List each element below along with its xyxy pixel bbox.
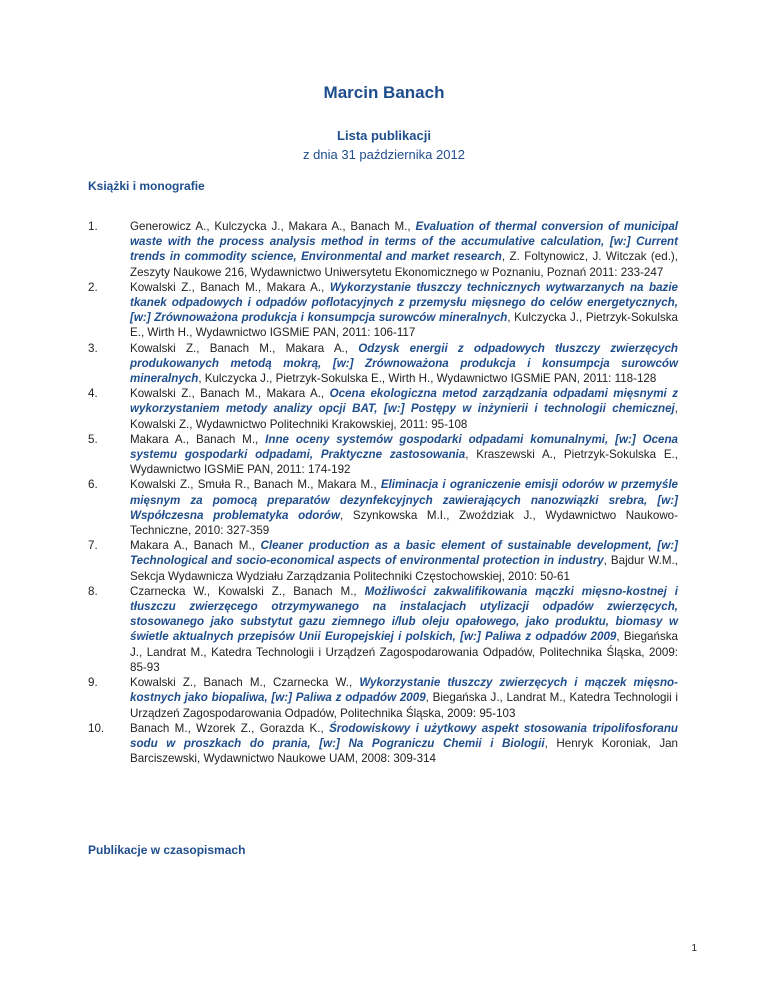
item-details: , Z. Foltynowicz, J. Witczak (ed.), Zeszyty Naukowe 216, Wydawnictwo Uniwersytetu Ekonomicznego w Poznaniu, Poznań 2011: 233-247 (130, 250, 678, 279)
item-title: Środowiskowy i użytkowy aspekt stosowania tripolifosforanu sodu w proszkach do prania, [w:] Na Pograniczu Chemii i Biologii (130, 721, 678, 750)
publication-item (88, 280, 678, 341)
list-title: Lista publikacji (337, 128, 431, 143)
publication-item (88, 584, 678, 675)
item-number: 3. (88, 341, 98, 355)
item-authors: Czarnecka W., Kowalski Z., Banach M., (130, 584, 365, 598)
item-number: 10. (88, 721, 105, 735)
item-details: , Kraszewski A., Pietrzyk-Sokulska E., Wydawnictwo IGSMiE PAN, 2011: 174-192 (130, 448, 679, 477)
section-heading-books: Książki i monografie (88, 179, 205, 193)
list-date: z dnia 31 października 2012 (303, 147, 465, 162)
item-details: , Biegańska J., Landrat M., Katedra Technologii i Urządzeń Zagospodarowania Odpadów, Politechnika Śląska, 2009: 95-103 (130, 691, 678, 720)
publication-item (88, 219, 678, 280)
publication-item (88, 386, 678, 432)
item-number: 4. (88, 387, 98, 401)
item-authors: Makara A., Banach M., (130, 539, 261, 553)
item-details: , Kulczycka J., Pietrzyk-Sokulska E., Wirth H., Wydawnictwo IGSMiE PAN, 2011: 106-117 (130, 311, 678, 340)
author-name: Marcin Banach (323, 83, 445, 102)
item-title: Cleaner production as a basic element of sustainable development, [w:] Technological and socio-economical aspects of environmental protection in industry (130, 539, 678, 568)
item-number: 5. (88, 432, 98, 446)
item-details: , Bajdur W.M., Sekcja Wydawnicza Wydziału Zarządzania Politechniki Częstochowskiej, 2010: 50-61 (130, 554, 678, 583)
item-details: , Henryk Koroniak, Jan Barciszewski, Wydawnictwo Naukowe UAM, 2008: 309-314 (130, 736, 679, 766)
item-title: Wykorzystanie tłuszczy technicznych wytwarzanych na bazie tkanek odpadowych i odpadów poflotacyjnych z przemysłu mięsnego do celów energetycznych, [w:] Zrównoważona produkcja i konsumpcja surowców mineralnych (130, 280, 678, 325)
item-details: , Kowalski Z., Wydawnictwo Politechniki Krakowskiej, 2011: 95-108 (130, 402, 678, 431)
item-number: 1. (88, 220, 98, 233)
page-number: 1 (691, 943, 697, 954)
item-number: 6. (88, 478, 98, 492)
publication-item (88, 675, 678, 721)
item-number: 9. (88, 676, 98, 690)
item-number: 7. (88, 539, 98, 553)
item-authors: Kowalski Z., Banach M., Makara A., (130, 341, 359, 355)
item-authors: Kowalski Z., Banach M., Makara A., (130, 387, 330, 401)
item-authors: Kowalski Z., Smuła R., Banach M., Makara M., (130, 478, 381, 492)
item-authors: Kowalski Z., Banach M., Makara A., (130, 280, 330, 294)
section-heading-journals: Publikacje w czasopismach (88, 843, 246, 857)
publication-item (88, 538, 678, 584)
item-title: Eliminacja i ograniczenie emisji odorów w przemyśle mięsnym za pomocą preparatów dezynfekcyjnych zawierających nanozwiązki srebra, [w:] Współczesna problematyka odorów (130, 478, 678, 522)
item-title: Evaluation of thermal conversion of municipal waste with the process analysis method in terms of the accumulative calculation, [w:] Current trends in commodity science, Environmental and market research (130, 220, 678, 264)
item-number: 2. (88, 280, 98, 294)
item-title: Inne oceny systemów gospodarki odpadami komunalnymi, [w:] Ocena systemu gospodarki odpadami, Praktyczne zastosowania (130, 432, 679, 462)
publication-item (88, 477, 678, 538)
publication-item (88, 721, 678, 767)
item-authors: Banach M., Wzorek Z., Gorazda K., (130, 721, 330, 735)
item-number: 8. (88, 584, 98, 598)
item-title: Możliwości zakwalifikowania mączki mięsno-kostnej i tłuszczu zwierzęcego otrzymywanego na instalacjach utylizacji odpadów zwierzęcych, stosowanego jako substytut gazu ziemnego i/lub oleju opałowego, jako produktu, biomasy w świetle aktualnych przepisów Unii Europejskiej i polskich, [w:] Paliwa z odpadów 2009 (130, 584, 678, 644)
item-authors: Makara A., Banach M., (130, 432, 266, 446)
subtitle-block (0, 126, 768, 164)
publication-list (88, 219, 678, 766)
item-title: Wykorzystanie tłuszczy zwierzęcych i mączek mięsno-kostnych jako biopaliwa, [w:] Paliwa z odpadów 2009 (130, 676, 678, 705)
item-authors: Kowalski Z., Banach M., Czarnecka W., (130, 676, 360, 690)
item-details: , Biegańska J., Landrat M., Katedra Technologii i Urządzeń Zagospodarowania Odpadów, Politechnika Śląska, 2009: 85-93 (130, 630, 678, 674)
item-title: Odzysk energii z odpadowych tłuszczy zwierzęcych produkowanych metodą mokrą, [w:] Zrównoważona produkcja i konsumpcja surowców mineralnych (130, 341, 678, 386)
item-details: , Szynkowska M.I., Zwoździak J., Wydawnictwo Naukowo-Techniczne, 2010: 327-359 (130, 508, 678, 538)
publication-item (88, 432, 678, 478)
item-title: Ocena ekologiczna metod zarządzania odpadami mięsnymi z wykorzystaniem metody analizy opcji BAT, [w:] Postępy w inżynierii i technologii chemicznej (130, 387, 678, 416)
item-authors: Generowicz A., Kulczycka J., Makara A., Banach M., (130, 220, 416, 233)
item-details: , Kulczycka J., Pietrzyk-Sokulska E., Wirth H., Wydawnictwo IGSMiE PAN, 2011: 118-128 (198, 372, 657, 386)
publication-item (88, 341, 678, 387)
